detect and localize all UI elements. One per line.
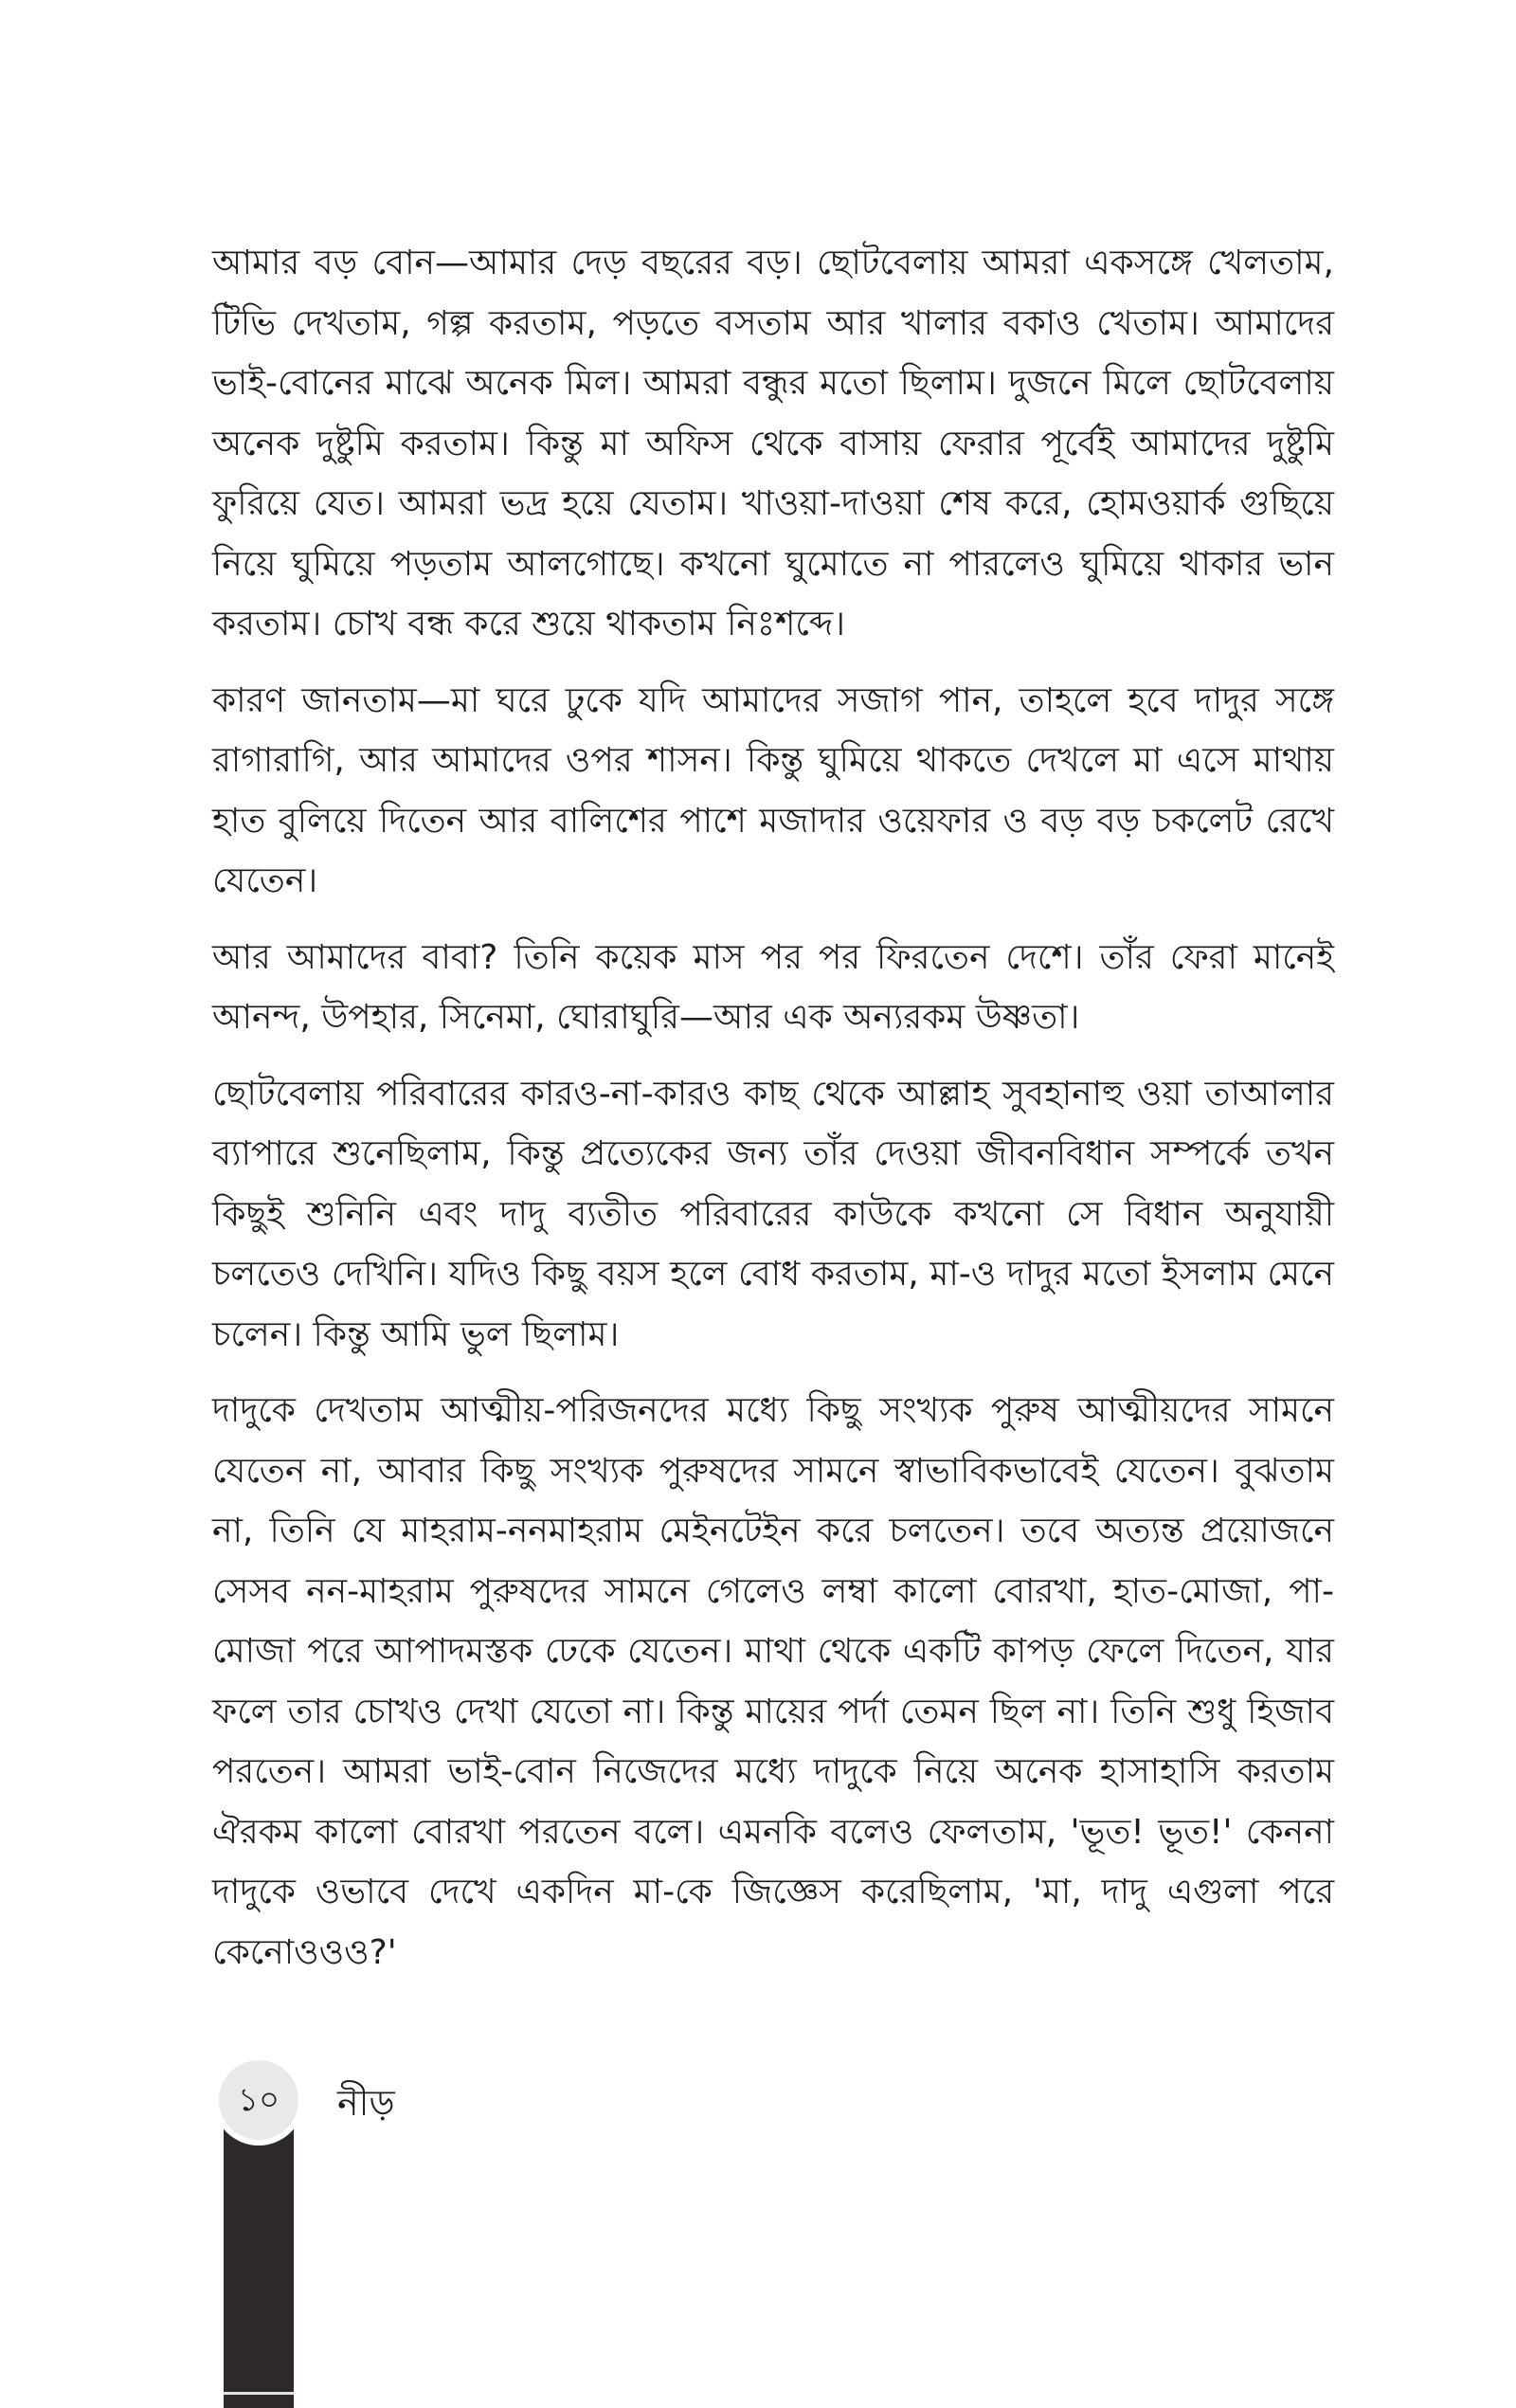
book-title: নীড় (337, 2082, 395, 2124)
paragraph: আমার বড় বোন—আমার দেড় বছরের বড়। ছোটবেলায় আমরা একসঙ্গে খেলতাম, টিভি দেখতাম, গল্প করতাম, পড়তে বসতাম আর খালার বকাও খেতাম। আমাদের ভাই-বোনের মাঝে অনেক মিল। আমরা বন্ধুর মতো ছিলাম। দুজনে মিলে ছোটবেলায় অনেক দুষ্টুমি করতাম। কিন্তু মা অফিস থেকে বাসায় ফেরার পূর্বেই আমাদের দুষ্টুমি ফুরিয়ে যেত। আমরা ভদ্র হয়ে যেতাম। খাওয়া-দাওয়া শেষ করে, হোমওয়ার্ক গুছিয়ে নিয়ে ঘুমিয়ে পড়তাম আলগোছে। কখনো ঘুমোতে না পারলেও ঘুমিয়ে থাকার ভান করতাম। চোখ বন্ধ করে শুয়ে থাকতাম নিঃশব্দে। (212, 244, 1334, 643)
spine-bar (224, 2096, 294, 2408)
page-number-circle (219, 2060, 298, 2140)
paragraph: ছোটবেলায় পরিবারের কারও-না-কারও কাছ থেকে আল্লাহ সুবহানাহু ওয়া তাআলার ব্যাপারে শুনেছিলাম, কিন্তু প্রত্যেকের জন্য তাঁর দেওয়া জীবনবিধান সম্পর্কে তখন কিছুই শুনিনি এবং দাদু ব্যতীত পরিবারের কাউকে কখনো সে বিধান অনুযায়ী চলতেও দেখিনি। যদিও কিছু বয়স হলে বোধ করতাম, মা-ও দাদুর মতো ইসলাম মেনে চলেন। কিন্তু আমি ভুল ছিলাম। (212, 1074, 1334, 1354)
paragraph: আর আমাদের বাবা? তিনি কয়েক মাস পর পর ফিরতেন দেশে। তাঁর ফেরা মানেই আনন্দ, উপহার, সিনেমা, ঘোরাঘুরি—আর এক অন্যরকম উষ্ণতা। (212, 937, 1334, 1037)
text-content (212, 233, 1334, 1999)
page-number: ১০ (237, 2081, 280, 2119)
paragraph: কারণ জানতাম—মা ঘরে ঢুকে যদি আমাদের সজাগ পান, তাহলে হবে দাদুর সঙ্গে রাগারাগি, আর আমাদের ওপর শাসন। কিন্তু ঘুমিয়ে থাকতে দেখলে মা এসে মাথায় হাত বুলিয়ে দিতেন আর বালিশের পাশে মজাদার ওয়েফার ও বড় বড় চকলেট রেখে যেতেন। (212, 680, 1334, 900)
spine-bar-divider (224, 2392, 294, 2395)
paragraph: দাদুকে দেখতাম আত্মীয়-পরিজনদের মধ্যে কিছু সংখ্যক পুরুষ আত্মীয়দের সামনে যেতেন না, আবার কিছু সংখ্যক পুরুষদের সামনে স্বাভাবিকভাবেই যেতেন। বুঝতাম না, তিনি যে মাহরাম-ননমাহরাম মেইনটেইন করে চলতেন। তবে অত্যন্ত প্রয়োজনে সেসব নন-মাহরাম পুরুষদের সামনে গেলেও লম্বা কালো বোরখা, হাত-মোজা, পা-মোজা পরে আপাদমস্তক ঢেকে যেতেন। মাথা থেকে একটি কাপড় ফেলে দিতেন, যার ফলে তার চোখও দেখা যেতো না। কিন্তু মায়ের পর্দা তেমন ছিল না। তিনি শুধু হিজাব পরতেন। আমরা ভাই-বোন নিজেদের মধ্যে দাদুকে নিয়ে অনেক হাসাহাসি করতাম ঐরকম কালো বোরখা পরতেন বলে। এমনকি বলেও ফেলতাম, 'ভূত! ভূত!' কেননা দাদুকে ওভাবে দেখে একদিন মা-কে জিজ্ঞেস করেছিলাম, 'মা, দাদু এগুলা পরে কেনোওওও?' (212, 1391, 1334, 1972)
